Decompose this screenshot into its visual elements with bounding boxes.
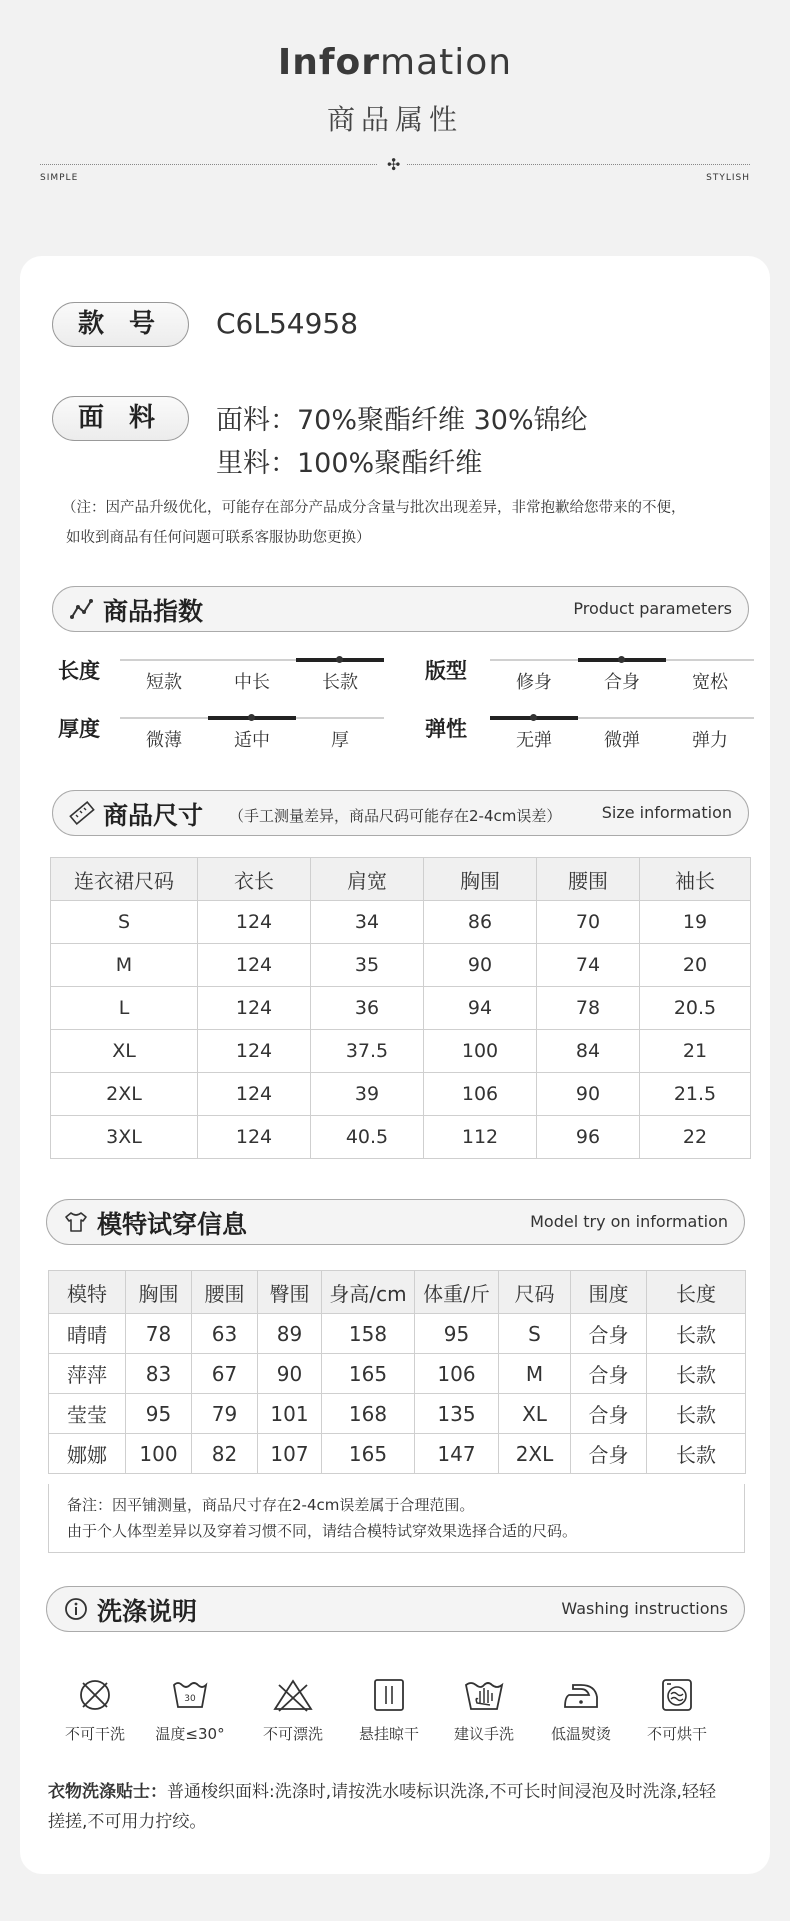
washing-item (344, 1675, 434, 1744)
table-cell: 124 (198, 1073, 311, 1116)
table-cell: 94 (424, 987, 537, 1030)
divider-left (40, 164, 377, 165)
table-cell: 长款 (647, 1354, 746, 1394)
washing-label: 不可干洗 (64, 1725, 125, 1743)
table-cell: 22 (640, 1116, 751, 1159)
parameter-label: 长度 (58, 659, 100, 683)
stylish-tag: STYLISH (706, 173, 750, 183)
table-cell: 35 (311, 944, 424, 987)
column-header: 胸围 (126, 1271, 192, 1314)
column-header: 连衣裙尺码 (51, 858, 198, 901)
parameter-selected-dot (618, 656, 625, 663)
parameter-option: 厚 (331, 730, 349, 751)
product-parameters-title: 商品指数 (103, 597, 204, 626)
column-header: 模特 (49, 1271, 126, 1314)
table-cell: 79 (192, 1394, 258, 1434)
info-icon (63, 1596, 89, 1622)
size-information-title: 商品尺寸 (103, 801, 204, 830)
fabric-lining: 里料：100%聚酯纤维 (216, 448, 483, 479)
table-cell: M (51, 944, 198, 987)
table-cell: 2XL (499, 1434, 571, 1474)
table-cell: 20.5 (640, 987, 751, 1030)
table-cell: S (499, 1314, 571, 1354)
model-table-header (49, 1271, 746, 1314)
table-cell: 78 (537, 987, 640, 1030)
parameter-selected-dot (248, 714, 255, 721)
table-cell: XL (51, 1030, 198, 1073)
table-cell: 83 (126, 1354, 192, 1394)
washing-bar (46, 1586, 745, 1632)
trend-line-icon (69, 596, 95, 622)
table-cell: 168 (322, 1394, 415, 1434)
table-cell: 106 (424, 1073, 537, 1116)
column-header: 袖长 (640, 858, 751, 901)
column-header: 肩宽 (311, 858, 424, 901)
hand-wash-icon (439, 1675, 529, 1715)
table-cell: 21 (640, 1030, 751, 1073)
washing-tip-text: 普通梭织面料:洗涤时,请按洗水唛标识洗涤,不可长时间浸泡及时洗涤,轻轻 (167, 1782, 716, 1802)
washing-tip-text-2: 搓搓,不可用力拧绞。 (48, 1812, 207, 1832)
fabric-note-1: （注：因产品升级优化，可能存在部分产品成分含量与批次出现差异，非常抱歉给您带来的不便， (62, 500, 686, 516)
model-table-row (49, 1314, 746, 1354)
column-header: 腰围 (192, 1271, 258, 1314)
style-number-label: 款 号 (52, 302, 189, 347)
table-cell: 106 (415, 1354, 499, 1394)
wash-30-icon (145, 1675, 235, 1715)
column-header: 衣长 (198, 858, 311, 901)
column-header: 体重/斤 (415, 1271, 499, 1314)
parameter-option: 长款 (322, 672, 358, 693)
table-cell: 89 (258, 1314, 322, 1354)
model-info-bar (46, 1199, 745, 1245)
table-cell: 124 (198, 1116, 311, 1159)
washing-en: Washing instructions (561, 1599, 728, 1618)
washing-item (145, 1675, 235, 1744)
model-info-en: Model try on information (530, 1212, 728, 1231)
hang-dry-icon (344, 1675, 434, 1715)
fabric-label: 面 料 (52, 396, 189, 441)
product-parameters-bar (52, 586, 749, 632)
washing-item (248, 1675, 338, 1744)
table-cell: 20 (640, 944, 751, 987)
washing-label: 低温熨烫 (550, 1725, 611, 1743)
washing-item (632, 1675, 722, 1744)
size-information-bar (52, 790, 749, 836)
table-cell: 124 (198, 1030, 311, 1073)
table-cell: 合身 (571, 1354, 647, 1394)
simple-tag: SIMPLE (40, 173, 79, 183)
size-table-row (51, 901, 751, 944)
washing-label: 温度≤30° (155, 1725, 225, 1743)
table-cell: 晴晴 (49, 1314, 126, 1354)
table-cell: 165 (322, 1434, 415, 1474)
table-cell: 合身 (571, 1314, 647, 1354)
table-cell: 莹莹 (49, 1394, 126, 1434)
washing-tip-label: 衣物洗涤贴士： (48, 1782, 167, 1802)
column-header: 围度 (571, 1271, 647, 1314)
tshirt-icon (63, 1209, 89, 1235)
parameter-label: 厚度 (58, 717, 100, 741)
table-cell: M (499, 1354, 571, 1394)
no-bleach-icon (248, 1675, 338, 1715)
table-cell: 长款 (647, 1314, 746, 1354)
table-cell: 3XL (51, 1116, 198, 1159)
title-light: mation (380, 42, 513, 83)
table-cell: 124 (198, 987, 311, 1030)
no-dry-clean-icon (50, 1675, 140, 1715)
washing-title: 洗涤说明 (97, 1597, 198, 1626)
model-table-row (49, 1434, 746, 1474)
no-tumble-dry-icon (632, 1675, 722, 1715)
model-remark-line-1: 备注：因平铺测量，商品尺寸存在2-4cm误差属于合理范围。 (67, 1496, 475, 1514)
table-cell: 39 (311, 1073, 424, 1116)
page-subtitle: 商品属性 (326, 103, 463, 136)
parameter-option: 适中 (234, 730, 270, 751)
low-iron-icon (536, 1675, 626, 1715)
table-cell: 95 (126, 1394, 192, 1434)
table-cell: 37.5 (311, 1030, 424, 1073)
divider-right (407, 164, 750, 165)
parameter-option: 无弹 (516, 730, 552, 751)
table-cell: 95 (415, 1314, 499, 1354)
table-cell: 40.5 (311, 1116, 424, 1159)
washing-label: 建议手洗 (453, 1725, 514, 1743)
table-cell: 147 (415, 1434, 499, 1474)
table-cell: 96 (537, 1116, 640, 1159)
column-header: 身高/cm (322, 1271, 415, 1314)
table-cell: 36 (311, 987, 424, 1030)
table-cell: 86 (424, 901, 537, 944)
table-cell: 19 (640, 901, 751, 944)
table-cell: 娜娜 (49, 1434, 126, 1474)
model-table-row (49, 1394, 746, 1434)
parameter-option: 短款 (146, 672, 182, 693)
column-header: 腰围 (537, 858, 640, 901)
size-table-row (51, 1030, 751, 1073)
table-cell: S (51, 901, 198, 944)
model-remark-line-2: 由于个人体型差异以及穿着习惯不同，请结合模特试穿效果选择合适的尺码。 (67, 1522, 578, 1540)
title-bold: Infor (277, 42, 381, 83)
size-information-en: Size information (601, 803, 732, 822)
washing-tip (48, 1777, 758, 1837)
parameter-selected-dot (336, 656, 343, 663)
size-table-row (51, 944, 751, 987)
table-cell: 34 (311, 901, 424, 944)
table-cell: 长款 (647, 1394, 746, 1434)
size-table-row (51, 987, 751, 1030)
parameter-option: 修身 (516, 672, 552, 693)
style-number-value: C6L54958 (216, 307, 359, 340)
table-cell: 124 (198, 944, 311, 987)
table-cell: XL (499, 1394, 571, 1434)
table-cell: 112 (424, 1116, 537, 1159)
parameter-label: 弹性 (425, 717, 467, 741)
table-cell: 82 (192, 1434, 258, 1474)
table-cell: 84 (537, 1030, 640, 1073)
parameter-option: 微弹 (604, 730, 640, 751)
parameter-selected-dot (530, 714, 537, 721)
table-cell: 67 (192, 1354, 258, 1394)
table-cell: 63 (192, 1314, 258, 1354)
table-cell: L (51, 987, 198, 1030)
table-cell: 101 (258, 1394, 322, 1434)
table-cell: 合身 (571, 1434, 647, 1474)
table-cell: 长款 (647, 1434, 746, 1474)
column-header: 臀围 (258, 1271, 322, 1314)
model-table (48, 1270, 746, 1474)
parameter-option: 弹力 (692, 730, 728, 751)
parameter-option: 中长 (234, 672, 270, 693)
wash-tub-text: 30 (184, 1694, 196, 1704)
table-cell: 70 (537, 901, 640, 944)
washing-label: 不可烘干 (646, 1725, 707, 1743)
table-cell: 100 (126, 1434, 192, 1474)
fabric-note-2: 如收到商品有任何问题可联系客服协助您更换） (66, 530, 371, 546)
size-table (50, 857, 751, 1159)
parameter-option: 微薄 (146, 730, 182, 751)
size-table-header (51, 858, 751, 901)
table-cell: 合身 (571, 1394, 647, 1434)
ruler-icon (69, 800, 95, 826)
size-table-row (51, 1116, 751, 1159)
parameter-option: 宽松 (692, 672, 728, 693)
column-header: 长度 (647, 1271, 746, 1314)
washing-item (536, 1675, 626, 1744)
column-header: 胸围 (424, 858, 537, 901)
parameter-label: 版型 (425, 659, 467, 683)
table-cell: 90 (537, 1073, 640, 1116)
table-cell: 萍萍 (49, 1354, 126, 1394)
column-header: 尺码 (499, 1271, 571, 1314)
washing-item (439, 1675, 529, 1744)
page-title (0, 42, 790, 83)
table-cell: 124 (198, 901, 311, 944)
model-table-row (49, 1354, 746, 1394)
washing-item (50, 1675, 140, 1744)
washing-label: 不可漂洗 (262, 1725, 323, 1743)
table-cell: 90 (424, 944, 537, 987)
washing-label: 悬挂晾干 (358, 1725, 419, 1743)
product-parameters-en: Product parameters (573, 599, 732, 618)
table-cell: 78 (126, 1314, 192, 1354)
table-cell: 100 (424, 1030, 537, 1073)
table-cell: 90 (258, 1354, 322, 1394)
cross-icon: ✣ (387, 155, 401, 174)
table-cell: 2XL (51, 1073, 198, 1116)
table-cell: 158 (322, 1314, 415, 1354)
parameter-option: 合身 (604, 672, 640, 693)
table-cell: 135 (415, 1394, 499, 1434)
size-table-row (51, 1073, 751, 1116)
table-cell: 165 (322, 1354, 415, 1394)
size-information-note: （手工测量差异，商品尺码可能存在2-4cm误差） (229, 807, 562, 825)
table-cell: 107 (258, 1434, 322, 1474)
model-remark (48, 1484, 745, 1553)
table-cell: 74 (537, 944, 640, 987)
model-info-title: 模特试穿信息 (97, 1210, 248, 1239)
fabric-outer: 面料：70%聚酯纤维 30%锦纶 (216, 405, 588, 436)
table-cell: 21.5 (640, 1073, 751, 1116)
